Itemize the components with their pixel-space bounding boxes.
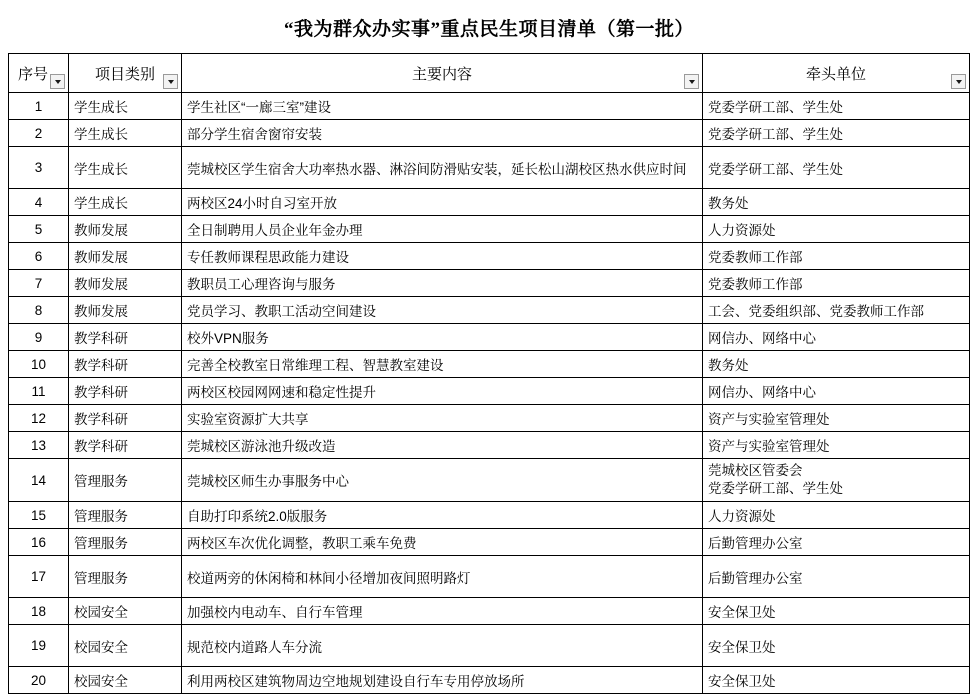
cell-category: 学生成长 bbox=[69, 189, 182, 216]
cell-seq: 18 bbox=[9, 598, 69, 625]
cell-category: 管理服务 bbox=[69, 502, 182, 529]
cell-content: 两校区车次优化调整，教职工乘车免费 bbox=[182, 529, 703, 556]
cell-seq: 19 bbox=[9, 625, 69, 667]
table-row bbox=[9, 216, 970, 243]
cell-content: 莞城校区游泳池升级改造 bbox=[182, 432, 703, 459]
table-row bbox=[9, 529, 970, 556]
cell-content: 学生社区“一廊三室”建设 bbox=[182, 93, 703, 120]
table-row bbox=[9, 120, 970, 147]
cell-content: 自助打印系统2.0版服务 bbox=[182, 502, 703, 529]
table-row bbox=[9, 351, 970, 378]
cell-unit: 安全保卫处 bbox=[703, 598, 970, 625]
project-list-table bbox=[8, 53, 970, 694]
cell-category: 学生成长 bbox=[69, 147, 182, 189]
cell-content: 部分学生宿舍窗帘安装 bbox=[182, 120, 703, 147]
table-row bbox=[9, 432, 970, 459]
chevron-down-icon bbox=[55, 80, 61, 84]
cell-category: 学生成长 bbox=[69, 120, 182, 147]
cell-unit: 安全保卫处 bbox=[703, 667, 970, 694]
cell-category: 校园安全 bbox=[69, 667, 182, 694]
cell-category: 教师发展 bbox=[69, 243, 182, 270]
table-row bbox=[9, 598, 970, 625]
cell-unit: 党委学研工部、学生处 bbox=[703, 93, 970, 120]
cell-unit: 莞城校区管委会 党委学研工部、学生处 bbox=[703, 459, 970, 502]
page-title: “我为群众办实事”重点民生项目清单（第一批） bbox=[283, 19, 694, 40]
cell-seq: 11 bbox=[9, 378, 69, 405]
cell-unit: 工会、党委组织部、党委教师工作部 bbox=[703, 297, 970, 324]
cell-unit: 党委教师工作部 bbox=[703, 270, 970, 297]
cell-content: 教职员工心理咨询与服务 bbox=[182, 270, 703, 297]
cell-category: 教师发展 bbox=[69, 216, 182, 243]
filter-dropdown-icon-category[interactable] bbox=[163, 74, 178, 89]
table-row bbox=[9, 556, 970, 598]
cell-category: 教学科研 bbox=[69, 432, 182, 459]
table-body bbox=[9, 93, 970, 694]
column-header-seq bbox=[9, 54, 69, 93]
filter-dropdown-icon-content[interactable] bbox=[684, 74, 699, 89]
cell-seq: 16 bbox=[9, 529, 69, 556]
cell-seq: 12 bbox=[9, 405, 69, 432]
cell-content: 党员学习、教职工活动空间建设 bbox=[182, 297, 703, 324]
cell-unit: 人力资源处 bbox=[703, 502, 970, 529]
cell-unit: 安全保卫处 bbox=[703, 625, 970, 667]
cell-content: 校外VPN服务 bbox=[182, 324, 703, 351]
cell-category: 教学科研 bbox=[69, 405, 182, 432]
cell-content: 两校区校园网网速和稳定性提升 bbox=[182, 378, 703, 405]
cell-seq: 14 bbox=[9, 459, 69, 502]
table-row bbox=[9, 502, 970, 529]
column-header-category-label: 项目类别 bbox=[94, 65, 155, 83]
cell-category: 管理服务 bbox=[69, 459, 182, 502]
table-row bbox=[9, 297, 970, 324]
chevron-down-icon bbox=[689, 80, 695, 84]
cell-category: 教师发展 bbox=[69, 297, 182, 324]
cell-seq: 7 bbox=[9, 270, 69, 297]
column-header-unit bbox=[703, 54, 970, 93]
filter-dropdown-icon-seq[interactable] bbox=[50, 74, 65, 89]
table-row bbox=[9, 243, 970, 270]
cell-category: 校园安全 bbox=[69, 598, 182, 625]
cell-seq: 13 bbox=[9, 432, 69, 459]
cell-unit: 后勤管理办公室 bbox=[703, 529, 970, 556]
cell-category: 教学科研 bbox=[69, 324, 182, 351]
table-row bbox=[9, 270, 970, 297]
table-row bbox=[9, 667, 970, 694]
table-row bbox=[9, 459, 970, 502]
cell-category: 管理服务 bbox=[69, 529, 182, 556]
cell-unit: 资产与实验室管理处 bbox=[703, 405, 970, 432]
cell-unit: 资产与实验室管理处 bbox=[703, 432, 970, 459]
chevron-down-icon bbox=[168, 80, 174, 84]
cell-content: 校道两旁的休闲椅和林间小径增加夜间照明路灯 bbox=[182, 556, 703, 598]
table-row bbox=[9, 405, 970, 432]
cell-content: 莞城校区师生办事服务中心 bbox=[182, 459, 703, 502]
cell-content: 全日制聘用人员企业年金办理 bbox=[182, 216, 703, 243]
cell-seq: 10 bbox=[9, 351, 69, 378]
filter-dropdown-icon-unit[interactable] bbox=[951, 74, 966, 89]
table-row bbox=[9, 378, 970, 405]
cell-seq: 3 bbox=[9, 147, 69, 189]
cell-unit: 党委学研工部、学生处 bbox=[703, 120, 970, 147]
cell-unit: 教务处 bbox=[703, 351, 970, 378]
cell-content: 规范校内道路人车分流 bbox=[182, 625, 703, 667]
cell-seq: 5 bbox=[9, 216, 69, 243]
table-row bbox=[9, 189, 970, 216]
cell-category: 校园安全 bbox=[69, 625, 182, 667]
cell-content: 利用两校区建筑物周边空地规划建设自行车专用停放场所 bbox=[182, 667, 703, 694]
cell-unit: 网信办、网络中心 bbox=[703, 378, 970, 405]
cell-content: 专任教师课程思政能力建设 bbox=[182, 243, 703, 270]
cell-seq: 20 bbox=[9, 667, 69, 694]
column-header-unit-label: 牵头单位 bbox=[805, 65, 866, 83]
table-header bbox=[9, 54, 970, 93]
cell-seq: 15 bbox=[9, 502, 69, 529]
table-header-row bbox=[9, 54, 970, 93]
cell-seq: 1 bbox=[9, 93, 69, 120]
cell-unit: 后勤管理办公室 bbox=[703, 556, 970, 598]
table-row bbox=[9, 93, 970, 120]
cell-content: 实验室资源扩大共享 bbox=[182, 405, 703, 432]
cell-content: 两校区24小时自习室开放 bbox=[182, 189, 703, 216]
cell-seq: 2 bbox=[9, 120, 69, 147]
column-header-category bbox=[69, 54, 182, 93]
column-header-content bbox=[182, 54, 703, 93]
cell-seq: 9 bbox=[9, 324, 69, 351]
cell-category: 教学科研 bbox=[69, 378, 182, 405]
table-row bbox=[9, 147, 970, 189]
cell-category: 学生成长 bbox=[69, 93, 182, 120]
cell-unit: 党委教师工作部 bbox=[703, 243, 970, 270]
cell-content: 完善全校教室日常维理工程、智慧教室建设 bbox=[182, 351, 703, 378]
cell-seq: 4 bbox=[9, 189, 69, 216]
cell-category: 教师发展 bbox=[69, 270, 182, 297]
table-row bbox=[9, 324, 970, 351]
cell-seq: 17 bbox=[9, 556, 69, 598]
cell-seq: 6 bbox=[9, 243, 69, 270]
cell-unit: 教务处 bbox=[703, 189, 970, 216]
cell-category: 教学科研 bbox=[69, 351, 182, 378]
cell-unit: 网信办、网络中心 bbox=[703, 324, 970, 351]
cell-content: 莞城校区学生宿舍大功率热水器、淋浴间防滑贴安装，延长松山湖校区热水供应时间 bbox=[182, 147, 703, 189]
cell-seq: 8 bbox=[9, 297, 69, 324]
cell-category: 管理服务 bbox=[69, 556, 182, 598]
cell-content: 加强校内电动车、自行车管理 bbox=[182, 598, 703, 625]
cell-unit: 人力资源处 bbox=[703, 216, 970, 243]
column-header-content-label: 主要内容 bbox=[411, 65, 472, 83]
table-row bbox=[9, 625, 970, 667]
column-header-seq-label: 序号 bbox=[17, 65, 48, 83]
cell-unit: 党委学研工部、学生处 bbox=[703, 147, 970, 189]
chevron-down-icon bbox=[956, 80, 962, 84]
